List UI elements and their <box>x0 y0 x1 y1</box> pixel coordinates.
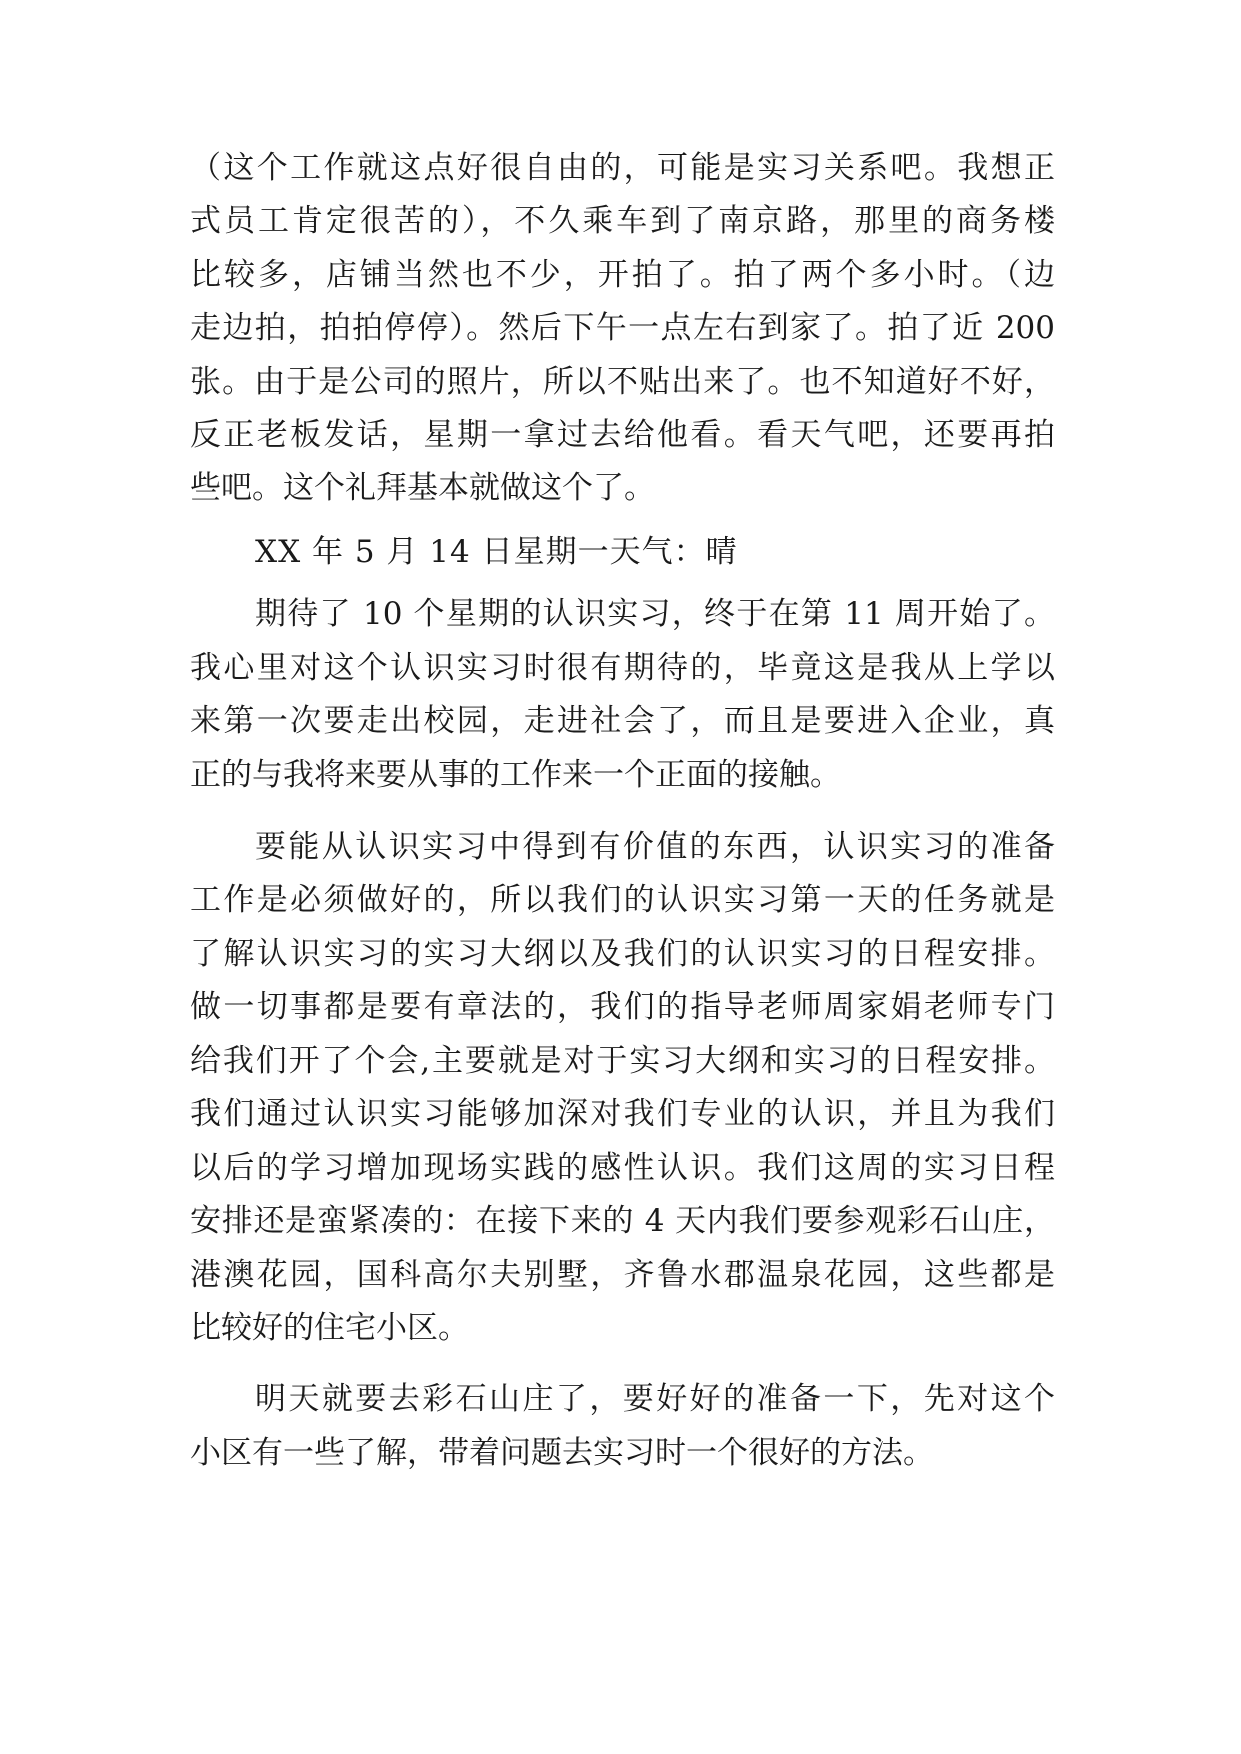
text-line: 正的与我将来要从事的工作来一个正面的接触。 <box>190 757 841 793</box>
text-line: 了解认识实习的实习大纲以及我们的认识实习的日程安排。 <box>190 936 1055 972</box>
text-line: 我们通过认识实习能够加深对我们专业的认识，并且为我们 <box>190 1096 1055 1132</box>
text-line: 我心里对这个认识实习时很有期待的，毕竟这是我从上学以 <box>190 650 1055 686</box>
text-line: 式员工肯定很苦的），不久乘车到了南京路，那里的商务楼 <box>190 203 1055 239</box>
text-line: 给我们开了个会,主要就是对于实习大纲和实习的日程安排。 <box>190 1043 1055 1079</box>
text-line: 做一切事都是要有章法的，我们的指导老师周家娟老师专门 <box>190 989 1055 1025</box>
text-line: 港澳花园，国科高尔夫别墅，齐鲁水郡温泉花园，这些都是 <box>190 1257 1055 1293</box>
date-heading: XX 年 5 月 14 日星期一天气：晴 <box>255 534 738 570</box>
text-line: 安排还是蛮紧凑的：在接下来的 4 天内我们要参观彩石山庄， <box>190 1203 1055 1239</box>
text-line: 以后的学习增加现场实践的感性认识。我们这周的实习日程 <box>190 1150 1055 1186</box>
text-line: 些吧。这个礼拜基本就做这个了。 <box>190 470 655 506</box>
text-line: 走边拍，拍拍停停）。然后下午一点左右到家了。拍了近 200 <box>190 310 1055 346</box>
text-line: 工作是必须做好的，所以我们的认识实习第一天的任务就是 <box>190 882 1055 918</box>
text-line: （这个工作就这点好很自由的，可能是实习关系吧。我想正 <box>190 150 1055 186</box>
text-line: 期待了 10 个星期的认识实习，终于在第 11 周开始了。 <box>255 596 1055 632</box>
text-line: 来第一次要走出校园，走进社会了，而且是要进入企业，真 <box>190 703 1055 739</box>
text-line: 小区有一些了解，带着问题去实习时一个很好的方法。 <box>190 1435 934 1471</box>
text-line: 张。由于是公司的照片，所以不贴出来了。也不知道好不好， <box>190 364 1055 400</box>
text-line: 明天就要去彩石山庄了，要好好的准备一下，先对这个 <box>255 1381 1055 1417</box>
text-line: 反正老板发话，星期一拿过去给他看。看天气吧，还要再拍 <box>190 417 1055 453</box>
text-line: 比较好的住宅小区。 <box>190 1310 469 1346</box>
text-line: 要能从认识实习中得到有价值的东西，认识实习的准备 <box>255 829 1055 865</box>
text-line: 比较多，店铺当然也不少，开拍了。拍了两个多小时。（边 <box>190 257 1055 293</box>
